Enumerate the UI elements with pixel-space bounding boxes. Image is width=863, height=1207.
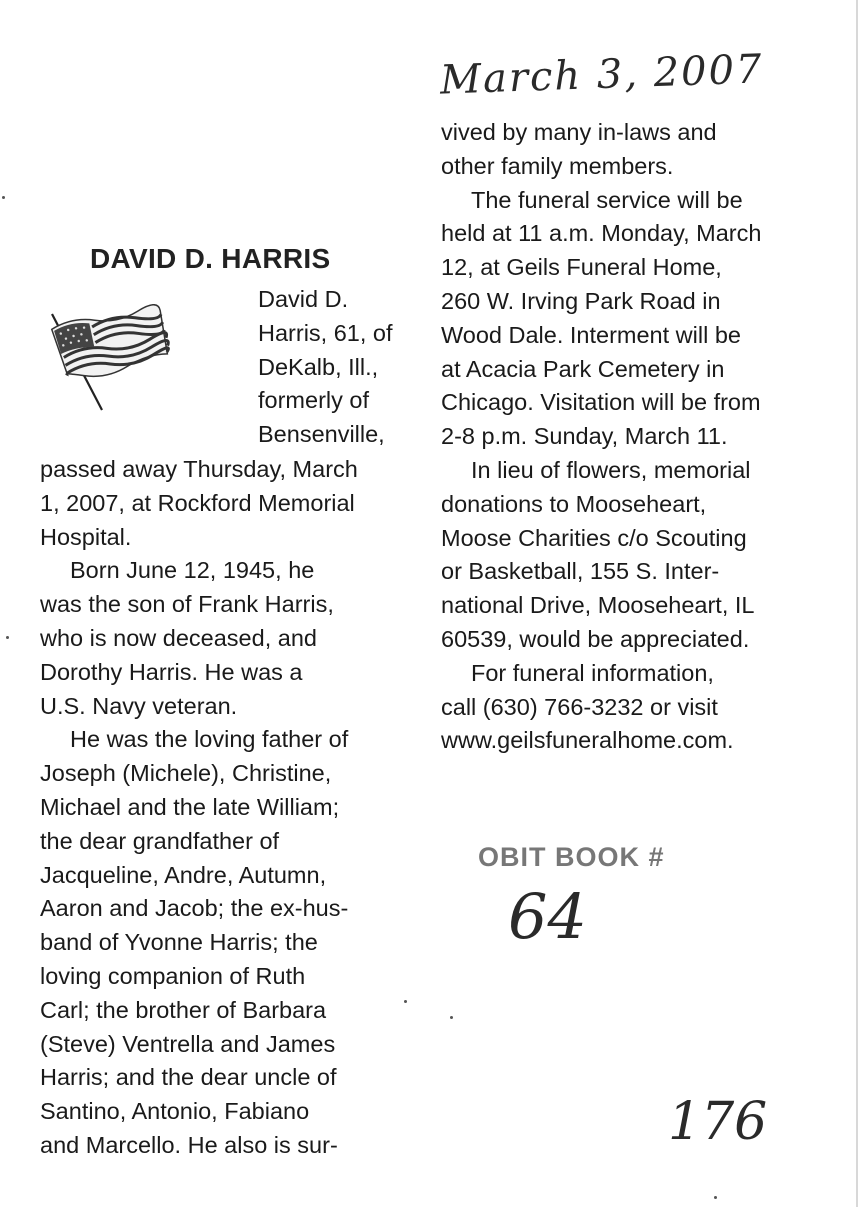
text-line: Jacqueline, Andre, Autumn, — [40, 861, 327, 888]
text-line: 260 W. Irving Park Road in — [441, 287, 721, 314]
text-line: (Steve) Ventrella and James — [40, 1030, 336, 1057]
handwritten-book-number: 64 — [508, 880, 587, 953]
text-line: at Acacia Park Cemetery in — [441, 355, 725, 382]
scan-speck — [404, 1000, 407, 1003]
text-line: Chicago. Visitation will be from — [441, 389, 761, 416]
text-line: the dear grandfather of — [40, 827, 280, 854]
text-line: was the son of Frank Harris, — [40, 591, 334, 618]
text-line: Bensenville, — [258, 421, 385, 448]
text-line: Carl; the brother of Barbara — [40, 996, 327, 1023]
text-line: He was the loving father of — [70, 726, 349, 753]
text-line: vived by many in-laws and — [441, 119, 717, 145]
text-line: 12, at Geils Funeral Home, — [441, 254, 722, 281]
text-line: U.S. Navy veteran. — [40, 692, 238, 719]
text-line: Aaron and Jacob; the ex-hus- — [40, 895, 349, 922]
text-line: and Marcello. He also is sur- — [40, 1131, 338, 1158]
obituary-intro-beside-flag — [258, 283, 393, 452]
text-line: Hospital. — [40, 523, 132, 550]
text-line: Harris; and the dear uncle of — [40, 1064, 337, 1091]
text-line: Santino, Antonio, Fabiano — [40, 1098, 310, 1125]
text-line: national Drive, Mooseheart, IL — [441, 592, 755, 619]
text-line: For funeral information, — [471, 659, 714, 686]
text-line: DeKalb, Ill., — [258, 353, 379, 380]
text-line: The funeral service will be — [471, 186, 743, 213]
text-line: 2-8 p.m. Sunday, March 11. — [441, 423, 728, 450]
obit-book-stamp: OBIT BOOK # — [478, 842, 665, 872]
text-line: 60539, would be appreciated. — [441, 625, 750, 652]
text-line: Joseph (Michele), Christine, — [40, 760, 332, 787]
text-line: Moose Charities c/o Scouting — [441, 524, 747, 551]
obituary-left-column — [40, 453, 358, 1163]
scan-speck — [714, 1196, 717, 1199]
text-line: or Basketball, 155 S. Inter- — [441, 558, 720, 585]
handwritten-page-number: 176 — [668, 1092, 768, 1152]
american-flag-icon — [48, 304, 172, 416]
text-line: band of Yvonne Harris; the — [40, 929, 318, 956]
text-line: Dorothy Harris. He was a — [40, 658, 303, 685]
text-line: In lieu of flowers, memorial — [471, 456, 751, 483]
text-line: Harris, 61, of — [258, 319, 393, 346]
text-line: donations to Mooseheart, — [441, 490, 707, 517]
handwritten-date: March 3, 2007 — [439, 46, 765, 104]
scan-edge-line — [856, 0, 858, 1207]
text-line: Born June 12, 1945, he — [70, 557, 315, 584]
text-line: www.geilsfuneralhome.com. — [441, 727, 734, 754]
text-line: call (630) 766-3232 or visit — [441, 693, 718, 720]
text-line: David D. — [258, 286, 349, 312]
obituary-right-column — [441, 116, 761, 758]
text-line: Michael and the late William; — [40, 793, 340, 820]
scan-speck — [2, 196, 5, 199]
text-line: other family members. — [441, 152, 674, 179]
scan-speck — [450, 1016, 453, 1019]
text-line: formerly of — [258, 387, 369, 414]
scan-speck — [6, 636, 9, 639]
text-line: held at 11 a.m. Monday, March — [441, 220, 762, 247]
text-line: 1, 2007, at Rockford Memorial — [40, 489, 355, 516]
text-line: Wood Dale. Interment will be — [441, 321, 741, 348]
text-line: who is now deceased, and — [40, 624, 317, 651]
obituary-headline: DAVID D. HARRIS — [90, 243, 331, 274]
text-line: loving companion of Ruth — [40, 962, 306, 989]
text-line: passed away Thursday, March — [40, 456, 358, 482]
